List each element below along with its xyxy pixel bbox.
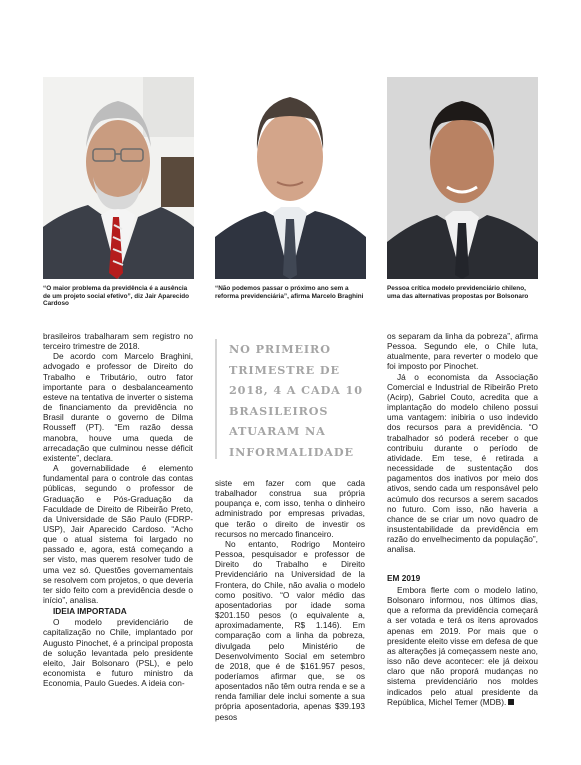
section-heading-ideia-importada: IDEIA IMPORTADA [53, 606, 127, 617]
paragraph: O modelo previdenciário de capitalização no Chile, implantado por Augusto Pinochet, é a principal proposta de solução levantada pelo presidente eleito, Jair Bolsonaro (PSL), e pelo economista e futuro ministro da Economia, Paulo Guedes. A ideia con- [43, 617, 193, 689]
paragraph: os separam da linha da pobreza”, afirma Pessoa. Segundo ele, o Chile luta, atualmente, para reverter o modelo que foi imposto por Pinochet. [387, 331, 538, 372]
photo-caption-1: “O maior problema da previdência é a ausência de um projeto social efetivo”, diz Jair Aparecido Cardoso [43, 285, 190, 308]
article-column-1 [43, 331, 193, 688]
article-column-3 [387, 331, 538, 554]
photo-marcelo-braghini [215, 77, 366, 279]
photo-caption-2: “Não podemos passar o próximo ano sem a reforma previdenciária”, afirma Marcelo Braghini [215, 285, 364, 300]
pull-quote [215, 339, 367, 459]
pull-quote-text: NO PRIMEIRO TRIMESTRE DE 2018, 4 A CADA 10 BRASILEIROS ATUARAM NA INFORMALIDADE [229, 342, 363, 459]
article-column-2 [215, 478, 365, 722]
article-column-3-section [387, 572, 538, 707]
paragraph: brasileiros trabalharam sem registro no terceiro trimestre de 2018. [43, 331, 193, 352]
end-mark-icon [508, 699, 514, 705]
photo-jair-cardoso [43, 77, 194, 279]
paragraph: Já o economista da Associação Comercial e Industrial de Ribeirão Preto (Acirp), Gabriel Couto, acredita que a implantação do modelo chileno possui uma vantagem: inibiria o uso indevido dos recursos para a previdência. “O trabalhador só poderá receber o que contribuiu durante o período de atividade. Em tese, é retirada a necessidade de sustentação dos pagamentos dos inativos por meio dos ativos, sendo cada um responsável pelo acúmulo dos recursos a serem sacados no futuro. Com isso, não haveria a chance de se criar um novo quadro de insustentabilidade da previdência em razão do envelhecimento da população”, analisa. [387, 371, 538, 555]
paragraph: No entanto, Rodrigo Monteiro Pessoa, pesquisador e professor de Direito do Trabalho e Direito Previdenciário na Universidad de la Frontera, do Chile, não avalia o modelo como positivo. “O valor médio das aposentadorias por idade soma $201.150 pesos (o equivalente a, aproximadamente, R$ 1.146). Em comparação com a linha da pobreza, divulgada pelo Ministério de Desenvolvimento Social em setembro de 2018, que é de $161.957 pesos, poderíamos afirmar que, se os aposentados não têm outra renda e se a renda familiar dele inclui somente a sua própria aposentadoria, apenas $39.193 pesos [215, 538, 365, 722]
paragraph: A governabilidade é elemento fundamental para o controle das contas públicas, segundo o professor de Graduação e Pós-Graduação da Faculdade de Direito de Ribeirão Preto, da Universidade de São Paulo (FDRP-USP), Jair Aparecido Cardoso. “Acho que o atual sistema foi largado no passado e, agora, está começando a ser visto, mas querem resolver tudo de uma vez só. Questões governamentais se resolvem com projetos, o que deveria ter sido feito com a previdência desde o início”, analisa. [43, 463, 193, 606]
paragraph: siste em fazer com que cada trabalhador construa sua própria poupança e, com isso, tenha o dinheiro administrado por empresas privadas, que terão o direito de investir os recursos no mercado financeiro. [215, 478, 365, 539]
section-heading-em-2019: EM 2019 [387, 573, 421, 583]
paragraph [387, 585, 538, 707]
photo-caption-3: Pessoa crítica modelo previdenciário chileno, uma das alternativas propostas por Bolsonaro [387, 285, 529, 300]
paragraph-text: Embora flerte com o modelo latino, Bolsonaro informou, nos últimos dias, que a reforma da previdência começará a ser votada e terá os itens aprovados apenas em 2019. Por mais que o presidente eleito visse em defesa de que as alterações já começassem neste ano, isso não deve acontecer: ele já deixou claro que não proporá mudanças no sistema previdenciário nos moldes indicados pelo atual presidente da República, Michel Temer (MDB). [387, 585, 538, 707]
paragraph: De acordo com Marcelo Braghini, advogado e professor de Direito do Trabalho e Tributário, outro fator importante para o desbalanceamento esteve na tentativa de inverter o sistema de financiamento da previdência no Brasil durante o governo de Dilma Rousseff (PT). “Em razão dessa manobra, houve uma queda de arrecadação que culminou nesse déficit existente”, declara. [43, 351, 193, 463]
photo-rodrigo-pessoa [387, 77, 538, 279]
